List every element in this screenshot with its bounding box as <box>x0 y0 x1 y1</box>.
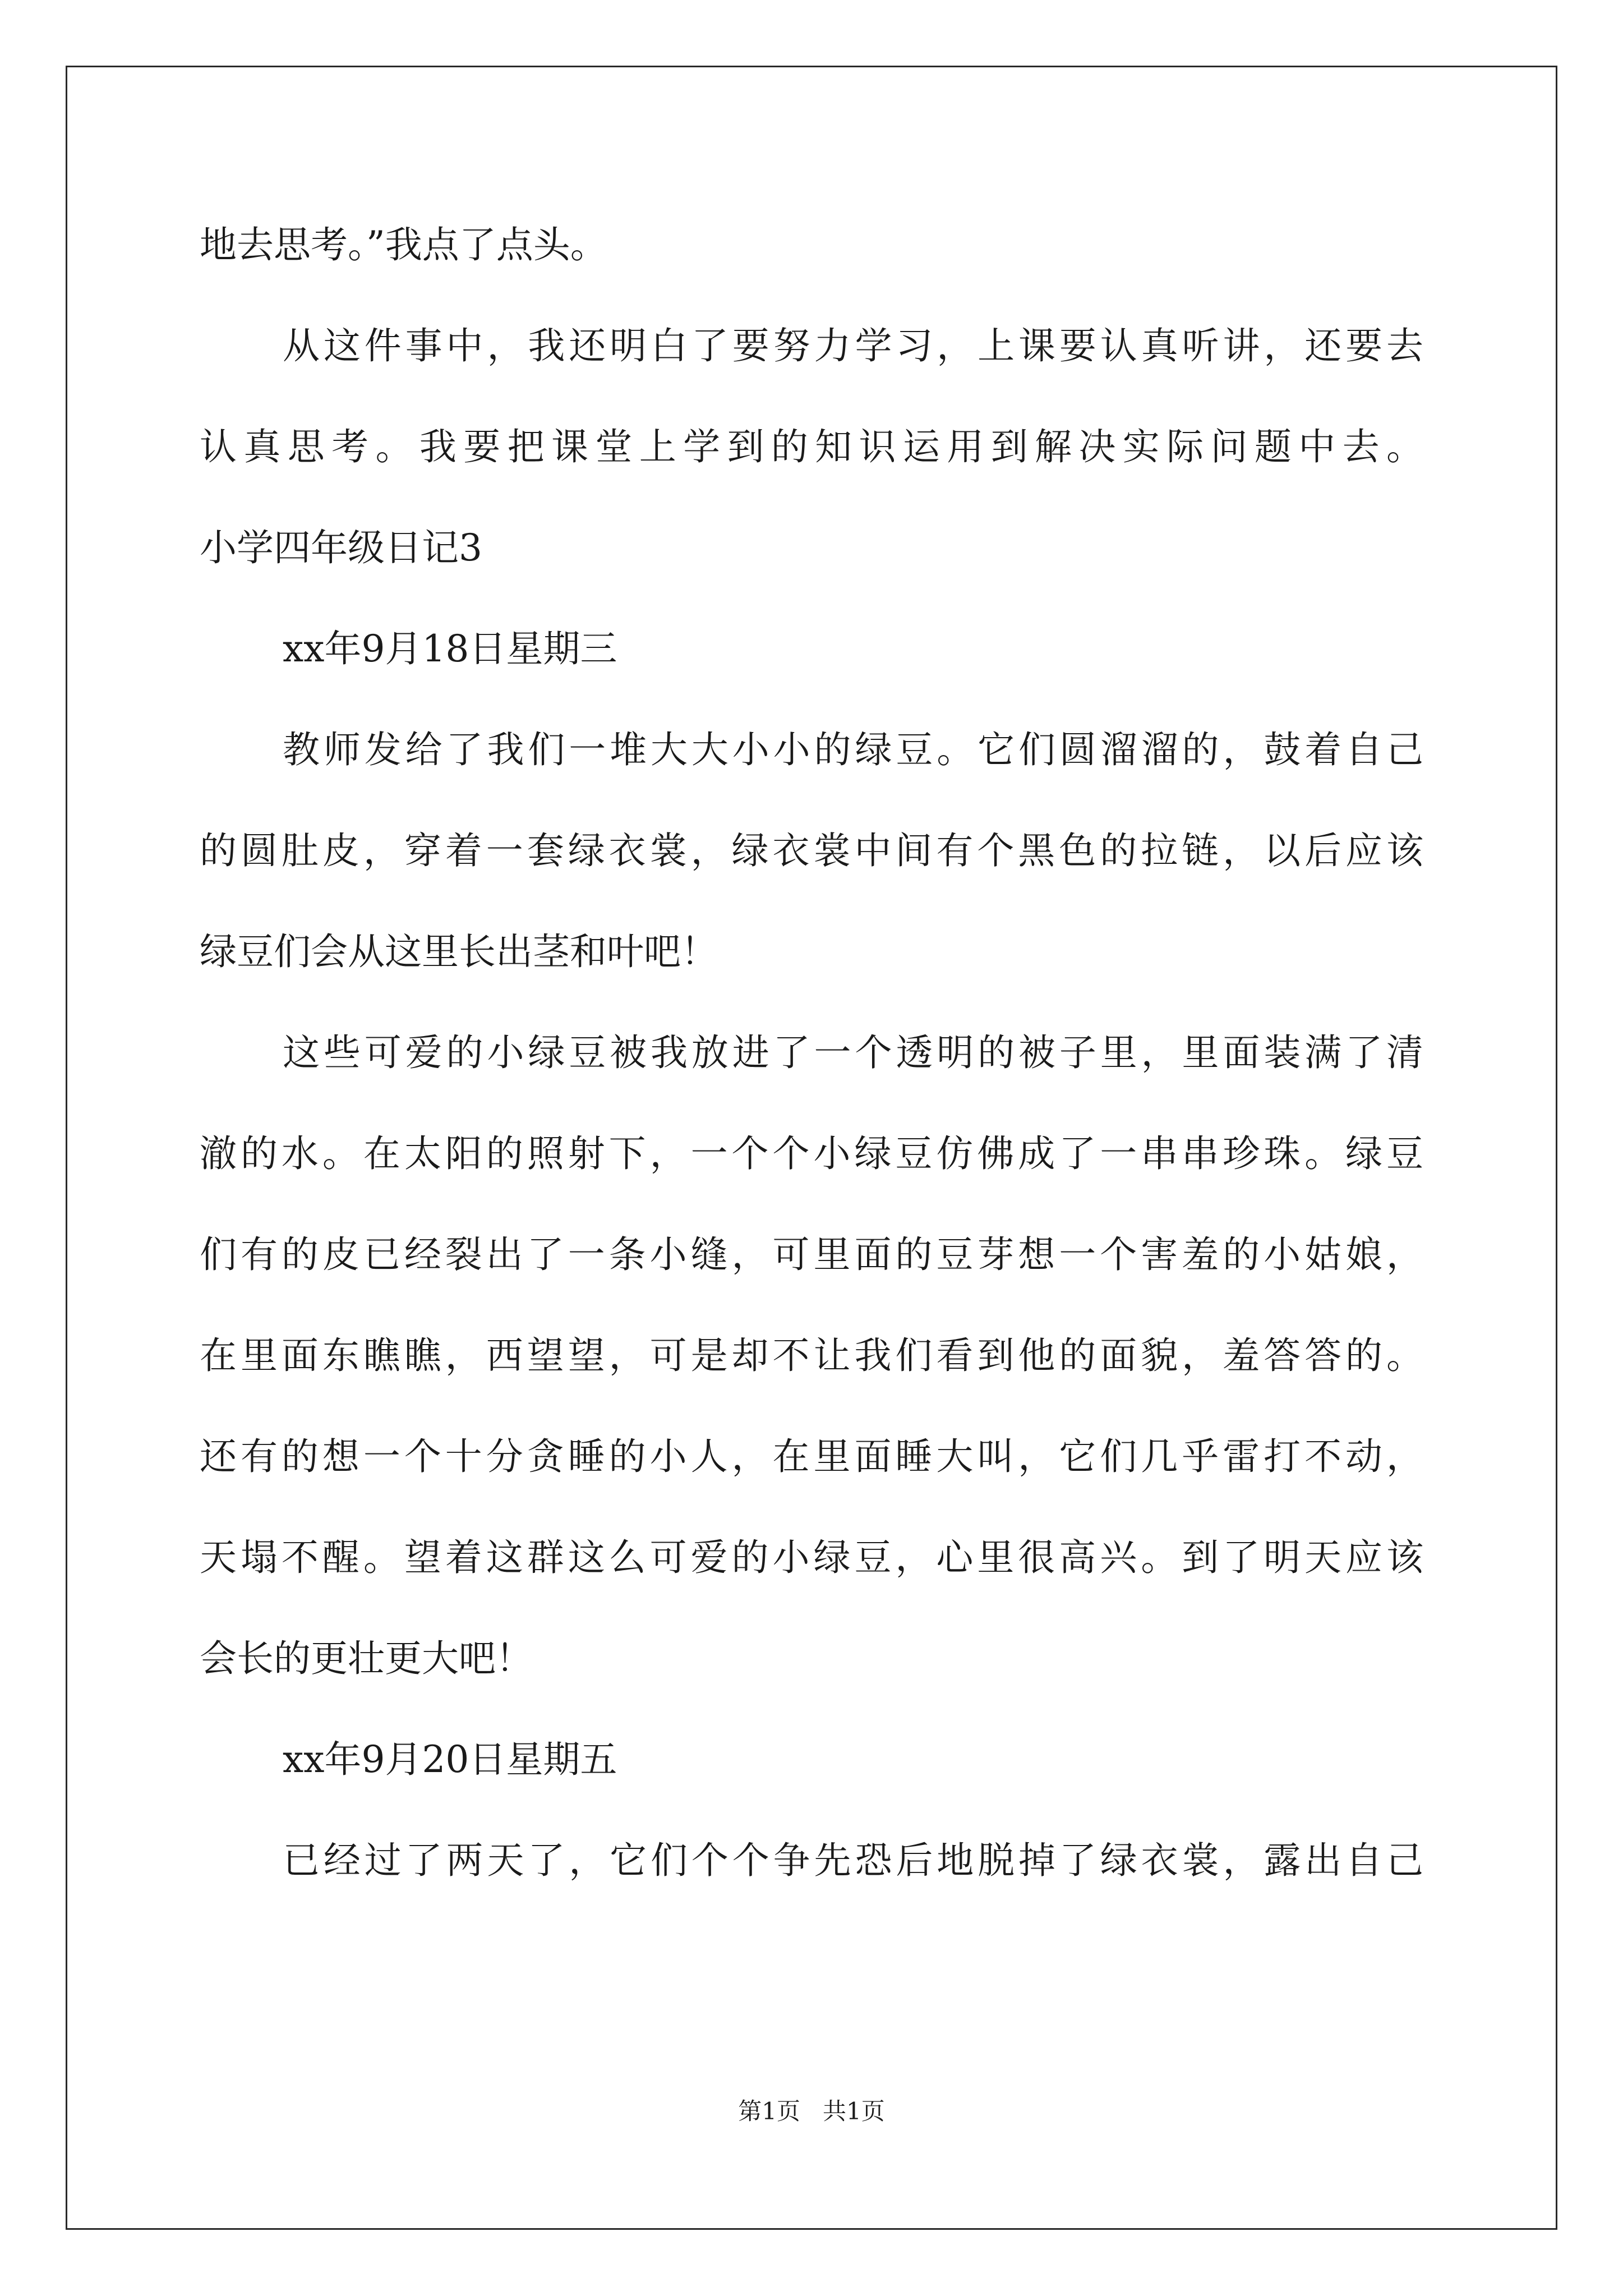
paragraph-line: 从这件事中，我还明白了要努力学习，上课要认真听讲，还要去 <box>283 324 1423 367</box>
paragraph-line: 还有的想一个十分贪睡的小人，在里面睡大叫，它们几乎雷打不动， <box>200 1435 1423 1478</box>
paragraph-line: 认真思考。我要把课堂上学到的知识运用到解决实际问题中去。 <box>200 425 1423 468</box>
section-heading: 小学四年级日记3 <box>200 526 482 569</box>
paragraph-line: 地去思考。”我点了点头。 <box>200 223 607 266</box>
page-number-footer: 第1页 共1页 <box>738 2097 885 2125</box>
diary-date: xx年9月20日星期五 <box>283 1738 617 1781</box>
diary-date: xx年9月18日星期三 <box>283 627 617 670</box>
paragraph-line: 的圆肚皮，穿着一套绿衣裳，绿衣裳中间有个黑色的拉链，以后应该 <box>200 829 1423 872</box>
paragraph-line: 在里面东瞧瞧，西望望，可是却不让我们看到他的面貌，羞答答的。 <box>200 1334 1423 1377</box>
paragraph-line: 已经过了两天了，它们个个争先恐后地脱掉了绿衣裳，露出自己 <box>283 1839 1423 1882</box>
paragraph-line: 绿豆们会从这里长出茎和叶吧！ <box>200 930 718 973</box>
paragraph-line: 会长的更壮更大吧！ <box>200 1637 533 1680</box>
paragraph-line: 这些可爱的小绿豆被我放进了一个透明的被子里，里面装满了清 <box>283 1031 1423 1074</box>
paragraph-line: 澈的水。在太阳的照射下，一个个小绿豆仿佛成了一串串珍珠。绿豆 <box>200 1132 1423 1175</box>
paragraph-line: 们有的皮已经裂出了一条小缝，可里面的豆芽想一个害羞的小姑娘， <box>200 1233 1423 1276</box>
paragraph-line: 天塌不醒。望着这群这么可爱的小绿豆，心里很高兴。到了明天应该 <box>200 1536 1423 1579</box>
paragraph-line: 教师发给了我们一堆大大小小的绿豆。它们圆溜溜的，鼓着自己 <box>283 728 1423 771</box>
